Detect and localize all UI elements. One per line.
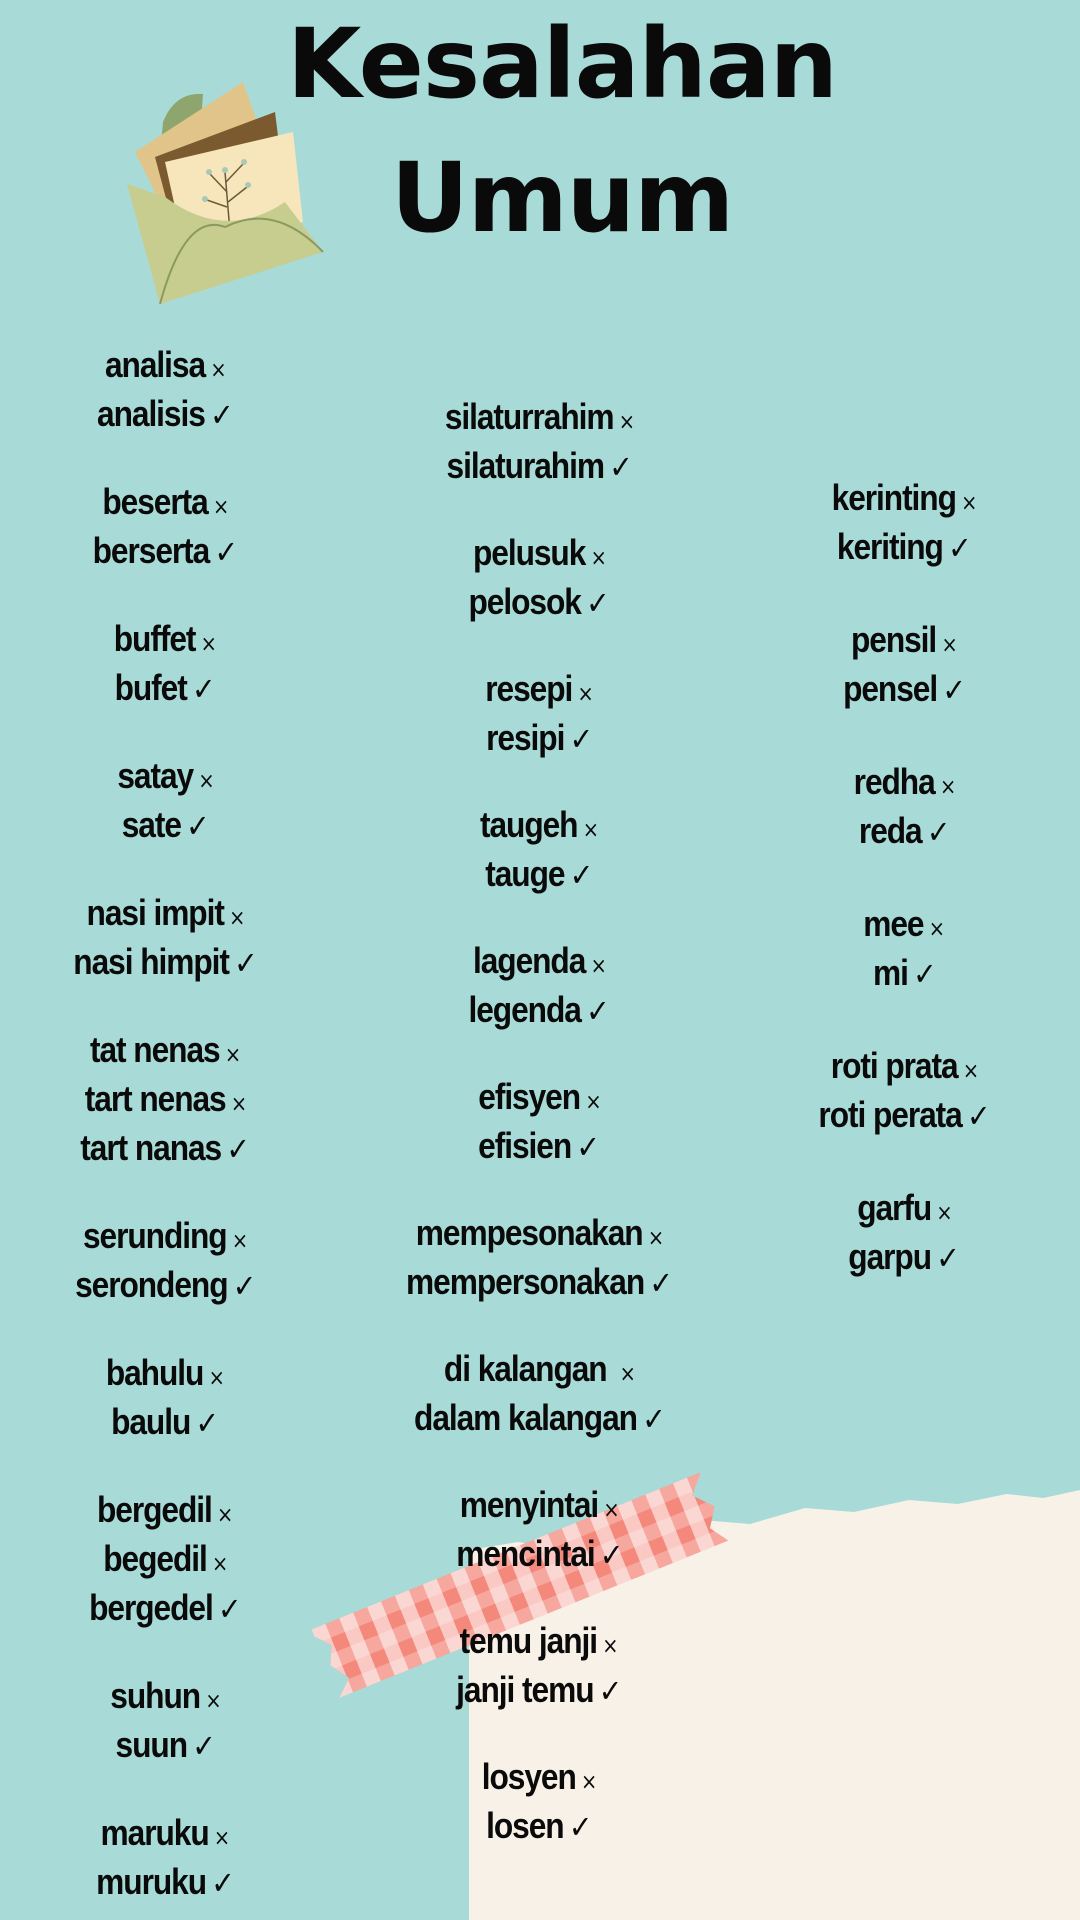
incorrect-word xyxy=(444,1347,635,1396)
incorrect-word xyxy=(103,1537,227,1586)
incorrect-word xyxy=(415,1211,662,1260)
word-text: serondeng xyxy=(74,1264,228,1305)
correct-word xyxy=(486,1804,591,1849)
word-column-3 xyxy=(807,476,1001,1280)
incorrect-word xyxy=(106,1351,224,1400)
word-text: roti perata xyxy=(818,1094,962,1135)
word-text: pensel xyxy=(843,668,938,709)
cross-icon: × xyxy=(647,1226,663,1251)
cross-icon: × xyxy=(618,410,634,435)
word-pair-group xyxy=(98,1351,232,1445)
check-icon: ✓ xyxy=(211,1864,234,1902)
word-text: maruku xyxy=(100,1812,209,1853)
word-text: bergedil xyxy=(97,1489,213,1530)
check-icon: ✓ xyxy=(226,1130,250,1168)
word-text: begedil xyxy=(103,1538,207,1579)
incorrect-word xyxy=(460,1483,619,1532)
word-text: mencintai xyxy=(455,1533,595,1574)
word-text: efisien xyxy=(478,1125,572,1166)
word-pair-group xyxy=(69,1028,261,1171)
incorrect-word xyxy=(851,618,957,667)
word-pair-group xyxy=(472,803,606,897)
check-icon: ✓ xyxy=(192,1727,215,1765)
word-pair-group xyxy=(107,617,223,711)
correct-word xyxy=(73,940,256,985)
check-icon: ✓ xyxy=(641,1400,665,1438)
word-text: nasi impit xyxy=(86,892,224,933)
word-text: suun xyxy=(115,1724,187,1765)
cross-icon: × xyxy=(210,358,226,383)
check-icon: ✓ xyxy=(936,1239,960,1277)
word-text: bergedel xyxy=(89,1587,213,1628)
check-icon: ✓ xyxy=(569,720,593,758)
cross-icon: × xyxy=(228,906,244,931)
cross-icon: × xyxy=(590,954,606,979)
cross-icon: × xyxy=(212,495,228,520)
incorrect-word xyxy=(482,1755,596,1804)
word-pair-group xyxy=(110,754,219,848)
word-text: bufet xyxy=(115,667,188,708)
word-text: mi xyxy=(872,952,908,993)
cross-icon: × xyxy=(619,1362,635,1387)
word-text: resipi xyxy=(485,717,565,758)
word-pair-group xyxy=(61,891,269,985)
correct-word xyxy=(115,666,215,711)
cross-icon: × xyxy=(961,491,977,516)
check-icon: ✓ xyxy=(232,1267,256,1305)
incorrect-word xyxy=(83,1214,247,1263)
word-text: nasi himpit xyxy=(73,941,229,982)
cross-icon: × xyxy=(929,917,945,942)
word-text: janji temu xyxy=(456,1669,594,1710)
word-pair-group xyxy=(445,1483,634,1577)
correct-word xyxy=(89,1586,240,1631)
cross-icon: × xyxy=(582,818,598,843)
word-pair-group xyxy=(102,1674,227,1768)
word-pair-group xyxy=(478,667,600,761)
correct-word xyxy=(406,1260,672,1305)
incorrect-word xyxy=(473,531,606,580)
word-text: berserta xyxy=(92,530,210,571)
cross-icon: × xyxy=(603,1498,619,1523)
word-text: taugeh xyxy=(480,804,578,845)
check-icon: ✓ xyxy=(649,1264,672,1302)
correct-word xyxy=(446,444,631,489)
word-pair-group xyxy=(79,1488,251,1631)
word-text: roti prata xyxy=(830,1045,958,1086)
word-text: di kalangan xyxy=(443,1348,614,1389)
word-text: legenda xyxy=(468,989,582,1030)
cross-icon: × xyxy=(584,1090,601,1115)
cross-icon: × xyxy=(214,1826,230,1851)
check-icon: ✓ xyxy=(234,944,257,982)
cross-icon: × xyxy=(224,1043,240,1068)
check-icon: ✓ xyxy=(942,671,965,709)
check-icon: ✓ xyxy=(569,856,593,894)
word-text: suhun xyxy=(109,1675,200,1716)
title-line-2: Umum xyxy=(390,142,734,254)
word-pair-group xyxy=(822,476,986,570)
check-icon: ✓ xyxy=(912,955,936,993)
check-icon: ✓ xyxy=(967,1097,990,1135)
word-text: redha xyxy=(853,761,935,802)
cross-icon: × xyxy=(936,1201,952,1226)
incorrect-word xyxy=(105,343,225,392)
word-pair-group xyxy=(846,760,961,854)
correct-word xyxy=(111,1400,218,1445)
cross-icon: × xyxy=(962,1059,978,1084)
word-pair-group xyxy=(445,1619,633,1713)
word-pair-group xyxy=(87,1811,243,1905)
word-pair-group xyxy=(470,1075,609,1169)
check-icon: ✓ xyxy=(192,670,215,708)
incorrect-word xyxy=(110,1674,220,1723)
incorrect-word xyxy=(485,667,592,716)
check-icon: ✓ xyxy=(586,992,610,1030)
word-text: resepi xyxy=(485,668,573,709)
word-text: kerinting xyxy=(831,477,956,518)
incorrect-word xyxy=(853,760,954,809)
incorrect-word xyxy=(101,1811,230,1860)
check-icon: ✓ xyxy=(599,1672,622,1710)
correct-word xyxy=(859,809,950,854)
check-icon: ✓ xyxy=(569,1808,592,1846)
word-text: dalam kalangan xyxy=(413,1397,637,1438)
correct-word xyxy=(837,525,971,570)
word-text: baulu xyxy=(111,1401,191,1442)
cross-icon: × xyxy=(941,633,957,658)
cross-icon: × xyxy=(231,1229,248,1254)
word-pair-group xyxy=(459,939,618,1033)
cross-icon: × xyxy=(577,682,593,707)
word-text: satay xyxy=(116,755,193,796)
check-icon: ✓ xyxy=(926,813,950,851)
word-pair-group xyxy=(841,1186,967,1280)
cross-icon: × xyxy=(197,769,214,794)
check-icon: ✓ xyxy=(599,1536,623,1574)
check-icon: ✓ xyxy=(214,533,238,571)
word-pair-group xyxy=(432,395,647,489)
correct-word xyxy=(469,580,609,625)
word-text: menyintai xyxy=(459,1484,598,1525)
word-text: pensil xyxy=(851,619,937,660)
correct-word xyxy=(873,951,936,996)
correct-word xyxy=(414,1396,665,1441)
incorrect-word xyxy=(444,395,633,444)
correct-word xyxy=(93,529,237,574)
word-text: tauge xyxy=(485,853,565,894)
word-text: efisyen xyxy=(477,1076,580,1117)
correct-word xyxy=(115,1723,214,1768)
cross-icon: × xyxy=(211,1552,227,1577)
correct-word xyxy=(456,1532,622,1577)
incorrect-word xyxy=(478,1075,600,1124)
check-icon: ✓ xyxy=(210,396,233,434)
check-icon: ✓ xyxy=(185,807,209,845)
word-pair-group xyxy=(63,1214,268,1308)
word-pair-group xyxy=(858,902,950,996)
word-text: garfu xyxy=(856,1187,931,1228)
incorrect-word xyxy=(857,1186,951,1235)
check-icon: ✓ xyxy=(586,584,610,622)
word-pair-group xyxy=(474,1755,604,1849)
incorrect-word xyxy=(84,1077,245,1126)
correct-word xyxy=(75,1263,255,1308)
word-text: muruku xyxy=(96,1861,206,1902)
word-text: pelusuk xyxy=(472,532,585,573)
correct-word xyxy=(479,1124,600,1169)
incorrect-word xyxy=(97,1488,232,1537)
check-icon: ✓ xyxy=(576,1128,600,1166)
word-text: losyen xyxy=(481,1756,576,1797)
word-text: tart nenas xyxy=(84,1078,226,1119)
word-text: mempersonakan xyxy=(406,1261,645,1302)
cross-icon: × xyxy=(208,1366,224,1391)
word-text: beserta xyxy=(102,481,208,522)
correct-word xyxy=(456,1668,621,1713)
cross-icon: × xyxy=(230,1092,246,1117)
incorrect-word xyxy=(90,1028,240,1077)
incorrect-word xyxy=(102,480,228,529)
word-text: garpu xyxy=(848,1236,932,1277)
word-text: silaturrahim xyxy=(444,396,614,437)
word-text: losen xyxy=(486,1805,564,1846)
word-text: keriting xyxy=(837,526,944,567)
cross-icon: × xyxy=(217,1503,233,1528)
word-text: mempesonakan xyxy=(415,1212,643,1253)
word-text: serunding xyxy=(82,1215,227,1256)
word-text: sate xyxy=(121,804,181,845)
correct-word xyxy=(485,852,592,897)
correct-word xyxy=(486,716,592,761)
word-text: bahulu xyxy=(106,1352,204,1393)
incorrect-word xyxy=(114,617,216,666)
correct-word xyxy=(121,803,208,848)
cross-icon: × xyxy=(602,1634,618,1659)
cross-icon: × xyxy=(939,775,955,800)
word-pair-group xyxy=(459,531,618,625)
check-icon: ✓ xyxy=(218,1590,241,1628)
correct-word xyxy=(818,1093,989,1138)
correct-word xyxy=(97,392,233,437)
incorrect-word xyxy=(832,476,977,525)
correct-word xyxy=(849,1235,960,1280)
cross-icon: × xyxy=(581,1770,597,1795)
word-pair-group xyxy=(835,618,973,712)
cross-icon: × xyxy=(590,546,606,571)
word-text: temu janji xyxy=(460,1620,598,1661)
check-icon: ✓ xyxy=(195,1404,219,1442)
word-text: lagenda xyxy=(472,940,585,981)
cross-icon: × xyxy=(200,632,217,657)
word-text: tat nenas xyxy=(89,1029,220,1070)
incorrect-word xyxy=(864,902,945,951)
word-column-2 xyxy=(388,395,690,1849)
word-text: analisis xyxy=(97,393,205,434)
incorrect-word xyxy=(473,939,606,988)
word-column-1 xyxy=(61,343,269,1905)
cross-icon: × xyxy=(204,1689,221,1714)
check-icon: ✓ xyxy=(948,529,971,567)
word-pair-group xyxy=(397,1347,682,1441)
incorrect-word xyxy=(480,803,598,852)
word-text: silaturahim xyxy=(446,445,604,486)
correct-word xyxy=(96,1860,234,1905)
word-text: tart nanas xyxy=(80,1127,222,1168)
correct-word xyxy=(843,667,965,712)
word-text: analisa xyxy=(104,344,205,385)
check-icon: ✓ xyxy=(609,448,632,486)
correct-word xyxy=(81,1126,250,1171)
word-pair-group xyxy=(83,480,247,574)
word-pair-group xyxy=(88,343,242,437)
incorrect-word xyxy=(117,754,213,803)
title-line-1: Kesalahan xyxy=(287,8,837,120)
incorrect-word xyxy=(830,1044,977,1093)
word-pair-group xyxy=(807,1044,1001,1138)
word-text: reda xyxy=(858,810,922,851)
incorrect-word xyxy=(86,891,244,940)
word-text: mee xyxy=(863,903,924,944)
word-pair-group xyxy=(388,1211,690,1305)
correct-word xyxy=(469,988,609,1033)
incorrect-word xyxy=(460,1619,618,1668)
word-text: buffet xyxy=(113,618,196,659)
word-text: pelosok xyxy=(468,581,582,622)
